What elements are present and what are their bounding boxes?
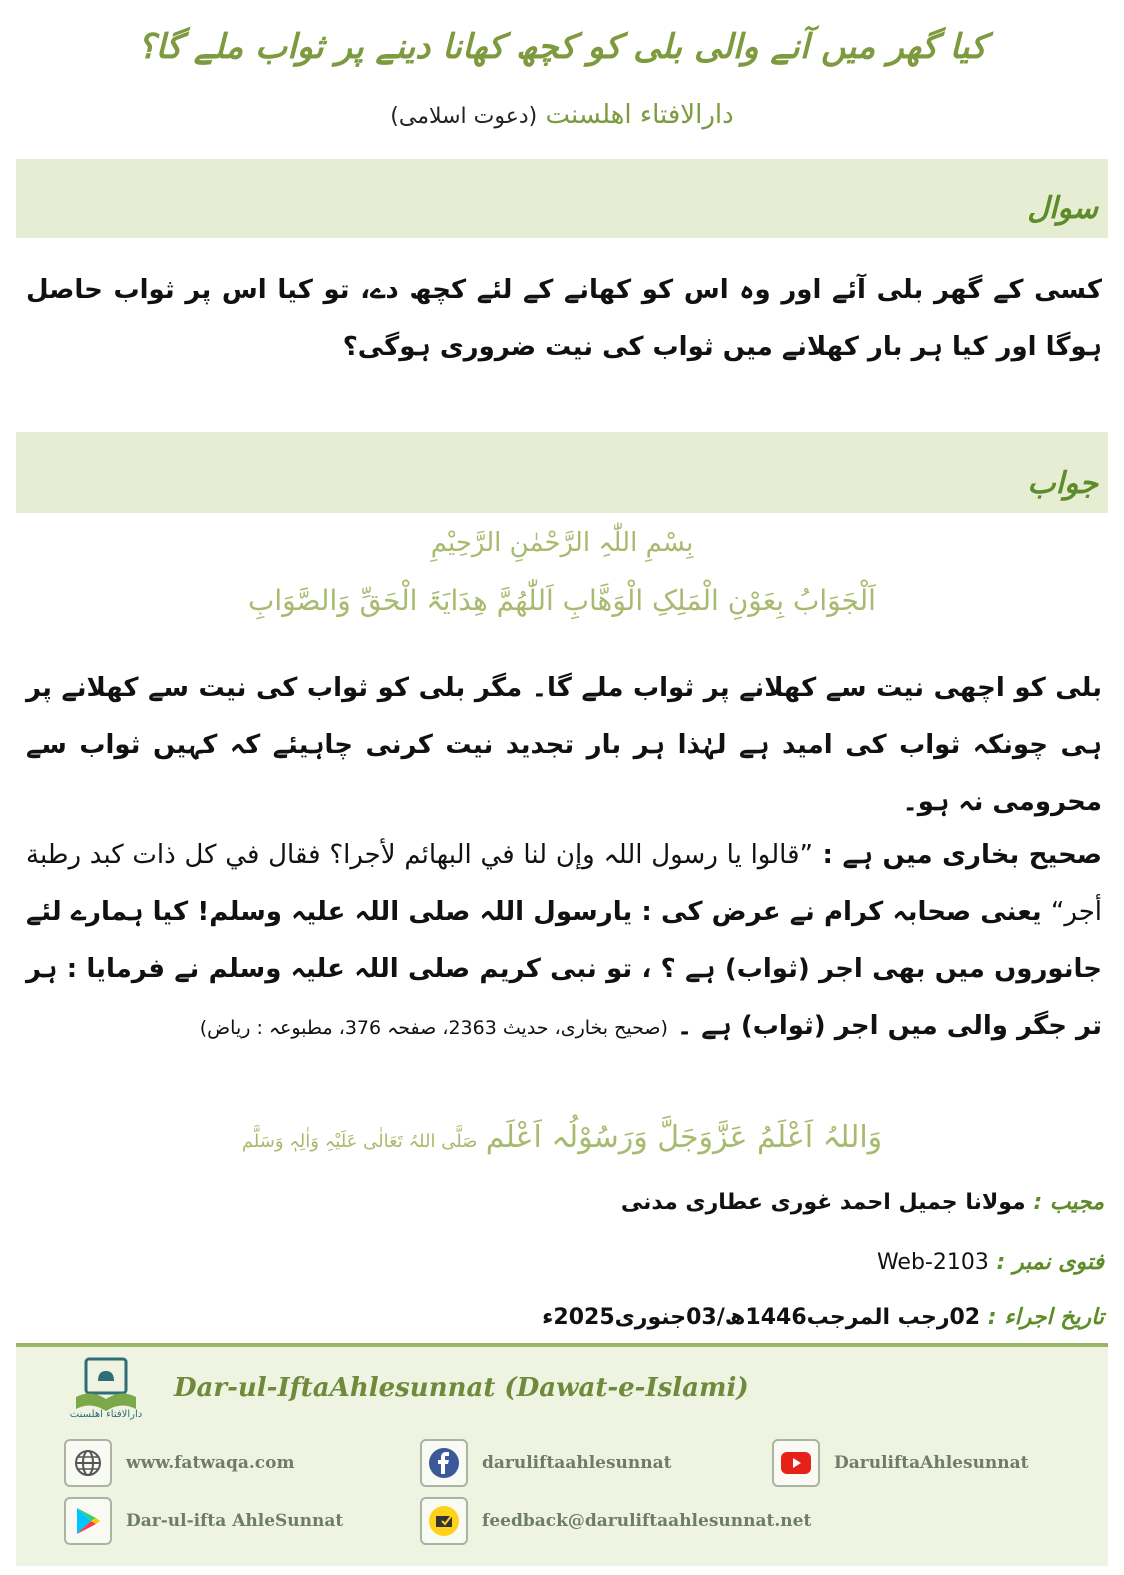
hadith-reference: (صحیح بخاری، حدیث 2363، صفحہ 376، مطبوعہ : ریاض) — [199, 1017, 668, 1039]
page-subtitle — [0, 100, 1124, 130]
page-title: کیا گھر میں آنے والی بلی کو کچھ کھانا دینے پر ثواب ملے گا؟ — [137, 27, 987, 67]
date-label: تاریخ اجراء : — [987, 1305, 1104, 1330]
facebook-icon — [420, 1439, 468, 1487]
mujeeb-label: مجیب : — [1033, 1190, 1104, 1215]
question-label: سوال — [1027, 191, 1098, 226]
bukhari-block — [26, 827, 1102, 1057]
globe-icon — [64, 1439, 112, 1487]
answer-label: جواب — [1027, 466, 1098, 501]
fatwa-number-line — [877, 1250, 1104, 1275]
playstore-icon — [64, 1497, 112, 1545]
mujeeb-value: مولانا جمیل احمد غوری عطاری مدنی — [620, 1190, 1026, 1215]
footer-brand: Dar-ul-IftaAhlesunnat (Dawat-e-Islami) — [174, 1373, 749, 1403]
question-band — [16, 159, 1108, 238]
answer-band — [16, 432, 1108, 513]
date-value: 02رجب المرجب1446ھ/03جنوری2025ء — [542, 1305, 981, 1330]
fatwa-label: فتوی نمبر : — [996, 1250, 1104, 1275]
bukhari-intro: صحیح بخاری میں ہے : — [822, 840, 1102, 870]
footer — [16, 1343, 1108, 1566]
answer-paragraph-1: بلی کو اچھی نیت سے کھلانے پر ثواب ملے گا۔ مگر بلی کو ثواب کی نیت سے کھلانے پر ہی چونکہ ثواب کی امید ہے لہٰذا ہر بار تجدید نیت کرنی چاہیئے کہ کہیں ثواب سے محرومی نہ ہو۔ — [26, 673, 1102, 817]
answer-opening: اَلْجَوَابُ بِعَوْنِ الْمَلِکِ الْوَھَّابِ اَللّٰھُمَّ ھِدَایَۃَ الْحَقِّ وَالصَّوَابِ — [248, 584, 876, 617]
youtube-link[interactable] — [772, 1439, 1029, 1487]
feedback-mail-icon — [420, 1497, 468, 1545]
youtube-icon — [772, 1439, 820, 1487]
logo-text: دارالافتاء اھلسنت — [69, 1409, 143, 1420]
bukhari-arabic: ”قالوا یا رسول اللہ وإن لنا في البھائم لأجرا؟ فقال في كل ذات كبد رطبة أجر“ — [26, 840, 1102, 927]
playstore-text: Dar-ul-ifta AhleSunnat — [126, 1511, 344, 1531]
issue-date-line — [542, 1305, 1104, 1330]
facebook-text: daruliftaahlesunnat — [482, 1453, 672, 1473]
hadith-translation: یعنی صحابہ کرام نے عرض کی : یارسول اللہ صلی اللہ علیہ وسلم! کیا ہمارے لئے جانوروں میں بھی اجر (ثواب) ہے ؟ ، تو نبی کریم صلی اللہ علیہ وسلم نے فرمایا : ہر تر جگر والی میں اجر (ثواب) ہے ۔ — [26, 897, 1102, 1041]
bismillah: بِسْمِ اللّٰہِ الرَّحْمٰنِ الرَّحِیْمِ — [430, 528, 694, 558]
question-text: کسی کے گھر بلی آئے اور وہ اس کو کھانے کے لئے کچھ دے، تو کیا اس پر ثواب حاصل ہوگا اور کیا ہر بار کھلانے میں ثواب کی نیت ضروری ہوگی؟ — [26, 275, 1102, 362]
website-link[interactable] — [64, 1439, 294, 1487]
subtitle-main: دارالافتاء اھلسنت — [545, 100, 734, 130]
closing-salawat: صَلَّی اللہُ تَعَالٰی عَلَیْہِ وَاٰلِہٖ وَسَلَّم — [241, 1131, 478, 1152]
website-text: www.fatwaqa.com — [126, 1453, 295, 1473]
book-logo-icon — [58, 1357, 154, 1433]
closing-line — [0, 1120, 1124, 1155]
playstore-link[interactable] — [64, 1497, 343, 1545]
fatwa-value: Web-2103 — [876, 1250, 989, 1275]
mujeeb-line — [621, 1190, 1104, 1215]
email-text: feedback@daruliftaahlesunnat.net — [482, 1511, 812, 1531]
email-link[interactable] — [420, 1497, 811, 1545]
facebook-link[interactable] — [420, 1439, 671, 1487]
youtube-text: DaruliftaAhlesunnat — [834, 1453, 1029, 1473]
subtitle-paren: (دعوت اسلامی) — [390, 104, 538, 129]
closing-main: وَاللہُ اَعْلَمُ عَزَّوَجَلَّ وَرَسُوْلُہ اَعْلَم — [485, 1120, 883, 1155]
